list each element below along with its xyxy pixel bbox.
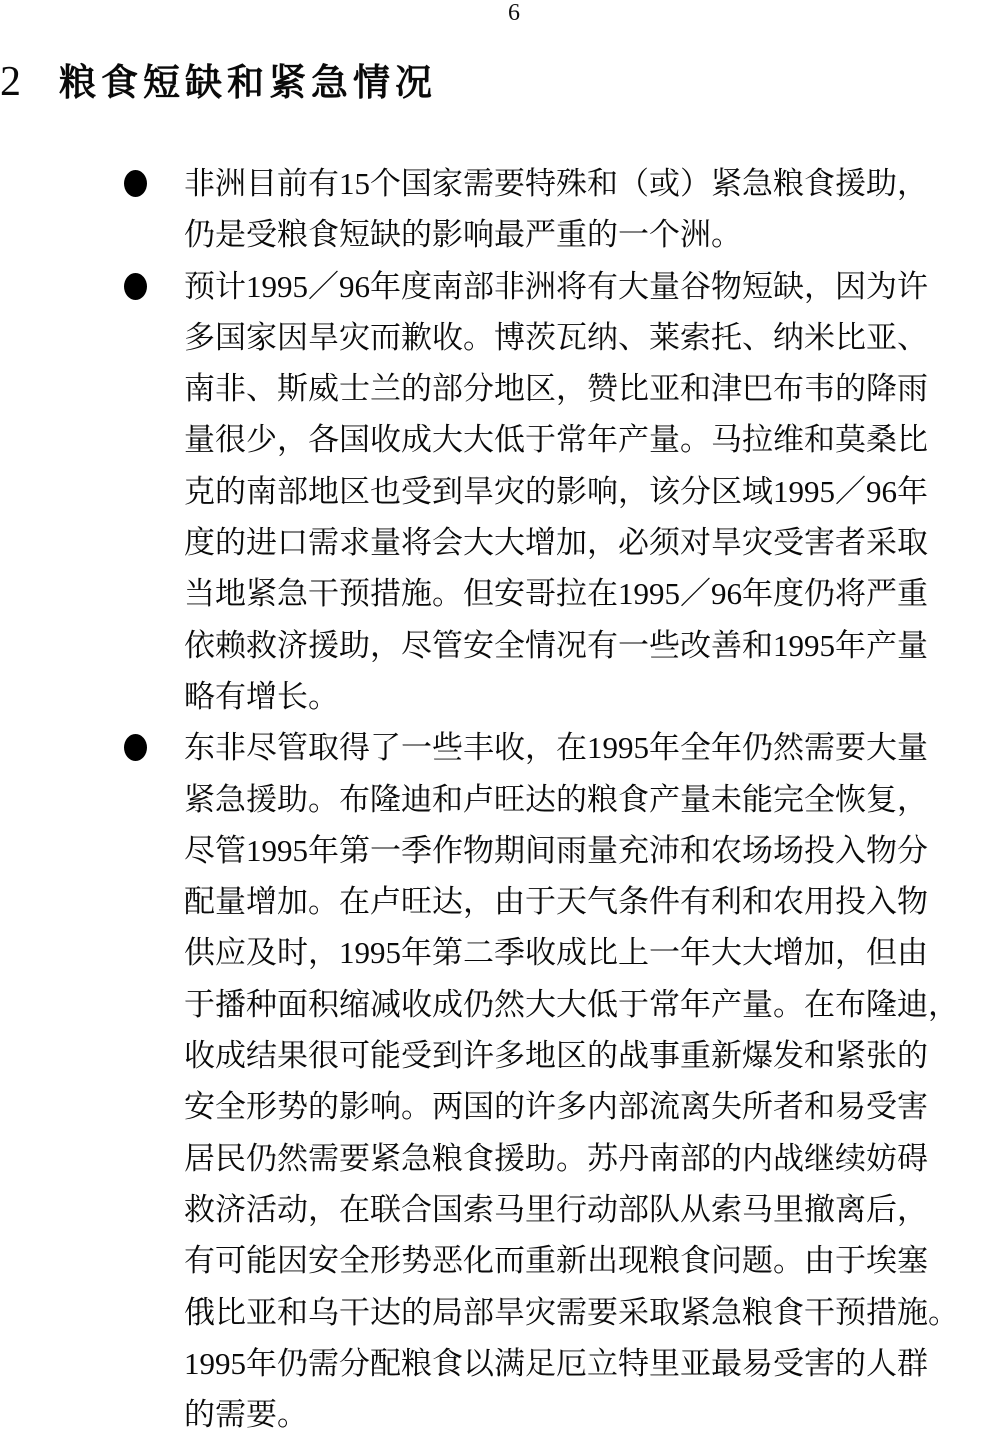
text-line: 尽管1995年第一季作物期间雨量充沛和农场场投入物分 — [184, 832, 928, 868]
text-line: 南非、斯威士兰的部分地区，赞比亚和津巴布韦的降雨 — [184, 371, 928, 407]
text-line: 紧急援助。布隆迪和卢旺达的粮食产量未能完全恢复， — [184, 781, 928, 817]
text-line: 度的进口需求量将会大大增加，必须对旱灾受害者采取 — [184, 525, 928, 561]
text-line: 俄比亚和乌干达的局部旱灾需要采取紧急粮食干预措施。 — [184, 1294, 959, 1330]
text-line: 救济活动，在联合国索马里行动部队从索马里撤离后， — [184, 1191, 928, 1227]
text-line: 依赖救济援助，尽管安全情况有一些改善和1995年产量 — [184, 627, 928, 663]
bullet-text — [184, 158, 960, 261]
text-line: 有可能因安全形势恶化而重新出现粮食问题。由于埃塞 — [184, 1243, 928, 1279]
text-line: 供应及时，1995年第二季收成比上一年大大增加，但由 — [184, 935, 928, 971]
bullet-item — [124, 722, 960, 1437]
text-line: 居民仍然需要紧急粮食援助。苏丹南部的内战继续妨碍 — [184, 1140, 928, 1176]
bullet-dot-icon — [124, 273, 147, 300]
page-number: 6 — [508, 0, 520, 26]
text-line: 安全形势的影响。两国的许多内部流离失所者和易受害 — [184, 1089, 928, 1125]
bullet-dot-icon — [124, 170, 147, 197]
bullet-dot-icon — [124, 734, 147, 761]
text-line: 当地紧急干预措施。但安哥拉在1995／96年度仍将严重 — [184, 576, 928, 612]
text-line: 略有增长。 — [184, 678, 339, 714]
text-line: 克的南部地区也受到旱灾的影响，该分区域1995／96年 — [184, 473, 928, 509]
text-line: 非洲目前有15个国家需要特殊和（或）紧急粮食援助， — [184, 166, 928, 201]
section-title: 粮食短缺和紧急情况 — [59, 63, 437, 104]
text-line: 多国家因旱灾而歉收。博茨瓦纳、莱索托、纳米比亚、 — [184, 319, 928, 355]
text-line: 1995年仍需分配粮食以满足厄立特里亚最易受害的人群 — [184, 1345, 928, 1381]
text-line: 收成结果很可能受到许多地区的战事重新爆发和紧张的 — [184, 1038, 928, 1074]
text-line: 于播种面积缩减收成仍然大大低于常年产量。在布隆迪， — [184, 986, 959, 1022]
text-line: 东非尽管取得了一些丰收，在1995年全年仍然需要大量 — [184, 730, 928, 766]
section-number: 2 — [0, 59, 21, 105]
bullet-text — [184, 722, 960, 1437]
section-heading — [0, 52, 437, 106]
text-line: 预计1995／96年度南部非洲将有大量谷物短缺，因为许 — [184, 268, 928, 304]
text-line: 的需要。 — [184, 1397, 308, 1433]
text-line: 仍是受粮食短缺的影响最严重的一个洲。 — [184, 217, 742, 253]
text-line: 量很少，各国收成大大低于常年产量。马拉维和莫桑比 — [184, 422, 928, 458]
text-line: 配量增加。在卢旺达，由于天气条件有利和农用投入物 — [184, 884, 928, 920]
bullet-text — [184, 261, 960, 723]
bullet-item — [124, 261, 960, 723]
bullet-item — [124, 158, 960, 261]
bullet-list — [124, 158, 960, 1437]
